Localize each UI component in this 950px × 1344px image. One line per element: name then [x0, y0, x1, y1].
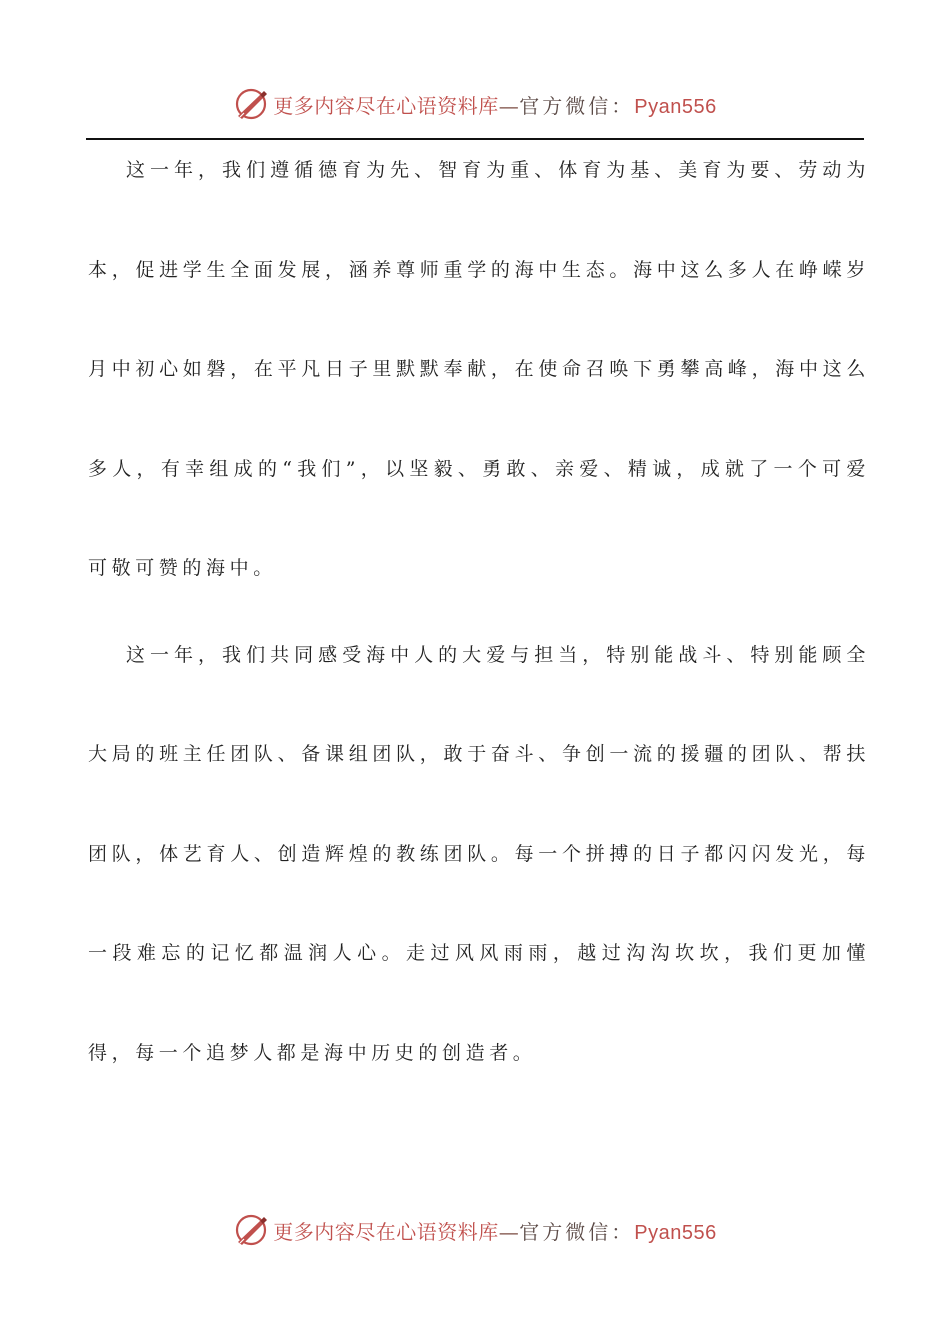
pen-logo-icon [233, 86, 269, 122]
footer-banner [0, 1210, 950, 1250]
header-middle-text: 官方微信： [519, 93, 635, 118]
header-banner-text [273, 90, 716, 119]
header-site-text: 更多内容尽在心语资料库 [273, 93, 499, 118]
paragraph-1: 这一年，我们遵循德育为先、智育为重、体育为基、美育为要、劳动为本，促进学生全面发展，涵养尊师重学的海中生态。海中这么多人在峥嵘岁月中初心如磐，在平凡日子里默默奉献，在使命召唤下勇攀高峰，海中这么多人，有幸组成的“我们”，以坚毅、勇敢、亲爱、精诚，成就了一个可爱可敬可赞的海中。 [88, 159, 870, 579]
footer-site-text: 更多内容尽在心语资料库 [273, 1219, 499, 1244]
header-wechat-id: Pyan556 [634, 95, 717, 118]
footer-banner-content [233, 1212, 716, 1248]
footer-wechat-id: Pyan556 [634, 1221, 717, 1244]
pen-logo-icon [233, 1212, 269, 1248]
footer-middle-text: 官方微信： [519, 1219, 635, 1244]
header-dash: — [498, 93, 520, 118]
document-body [88, 140, 870, 1103]
header-banner [0, 84, 950, 124]
header-banner-content [233, 86, 716, 122]
footer-dash: — [498, 1219, 520, 1244]
paragraph-2: 这一年，我们共同感受海中人的大爱与担当，特别能战斗、特别能顾全大局的班主任团队、备课组团队，敢于奋斗、争创一流的援疆的团队、帮扶团队，体艺育人、创造辉煌的教练团队。每一个拼搏的日子都闪闪发光，每一段难忘的记忆都温润人心。走过风风雨雨，越过沟沟坎坎，我们更加懂得，每一个追梦人都是海中历史的创造者。 [88, 643, 870, 1064]
footer-banner-text [273, 1216, 716, 1245]
